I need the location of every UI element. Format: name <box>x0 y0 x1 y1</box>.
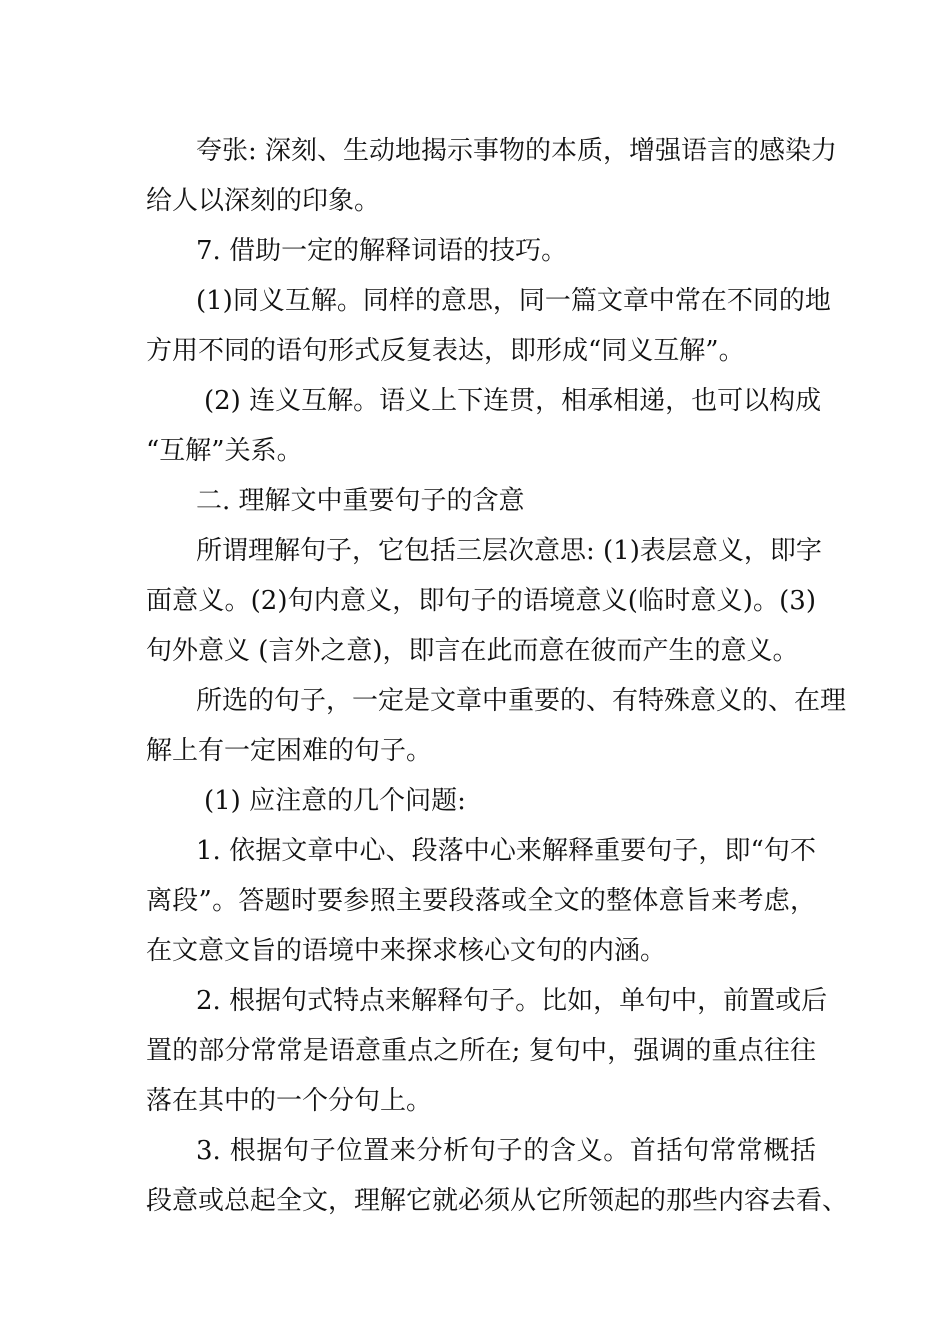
list-item-heading: 7. 借助一定的解释词语的技巧。 <box>196 236 568 266</box>
text-line: 句外意义 (言外之意)，即言在此而意在彼而产生的意义。 <box>146 636 799 666</box>
section-heading: 二. 理解文中重要句子的含意 <box>196 486 525 516</box>
text-line: 方用不同的语句形式反复表达，即形成“同义互解”。 <box>146 336 745 366</box>
text-line: 夸张: 深刻、生动地揭示事物的本质，增强语言的感染力 <box>196 136 838 166</box>
text-line: (2) 连义互解。语义上下连贯，相承相递，也可以构成 <box>204 386 822 416</box>
text-line: 离段”。答题时要参照主要段落或全文的整体意旨来考虑， <box>146 886 816 916</box>
subsection-heading: (1) 应注意的几个问题: <box>204 786 466 816</box>
text-line: 面意义。(2)句内意义，即句子的语境意义(临时意义)。(3) <box>146 586 816 616</box>
text-line: 所谓理解句子，它包括三层次意思: (1)表层意义，即字 <box>196 536 822 566</box>
text-line: 置的部分常常是语意重点之所在; 复句中，强调的重点往往 <box>146 1036 816 1066</box>
text-line: 给人以深刻的印象。 <box>146 186 381 216</box>
text-line: 在文意文旨的语境中来探求核心文句的内涵。 <box>146 936 667 966</box>
text-line: “互解”关系。 <box>146 436 303 466</box>
text-line: 段意或总起全文，理解它就必须从它所领起的那些内容去看、 <box>146 1186 849 1216</box>
text-line: 3. 根据句子位置来分析句子的含义。首括句常常概括 <box>196 1136 816 1166</box>
text-line: 2. 根据句式特点来解释句子。比如，单句中，前置或后 <box>196 986 828 1016</box>
text-line: 所选的句子，一定是文章中重要的、有特殊意义的、在理 <box>196 686 847 716</box>
text-line: 落在其中的一个分句上。 <box>146 1086 433 1116</box>
text-line: 1. 依据文章中心、段落中心来解释重要句子，即“句不 <box>196 836 816 866</box>
text-line: 解上有一定困难的句子。 <box>146 736 433 766</box>
text-line: (1)同义互解。同样的意思，同一篇文章中常在不同的地 <box>196 286 831 316</box>
